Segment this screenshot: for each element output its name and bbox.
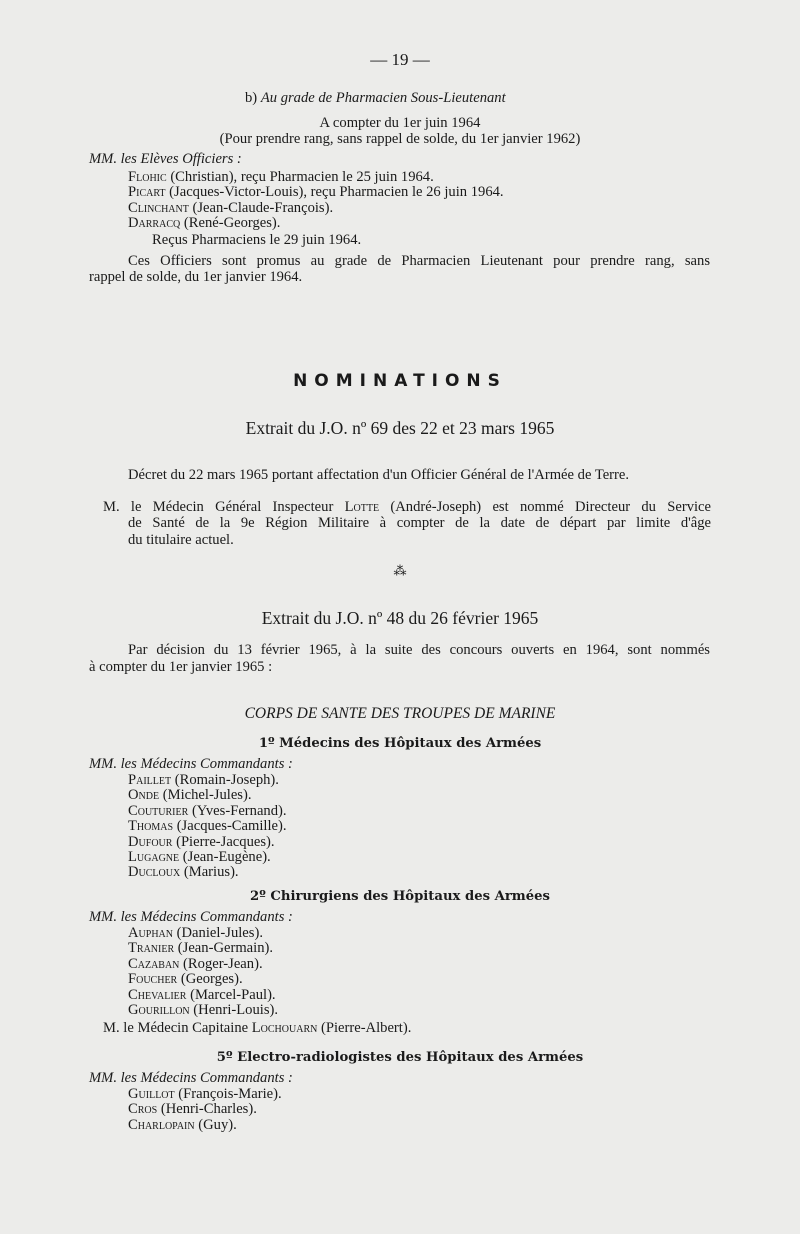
entry-details: (Romain-Joseph). [171, 772, 279, 788]
extrait1-line1 [103, 500, 711, 515]
entry-surname: Onde [128, 787, 160, 804]
extra-officer-line [103, 1021, 411, 1036]
section-heading: 5º Electro-radiologistes des Hôpitaux des Armées [216, 1050, 584, 1065]
entry-surname: Darracq [128, 215, 181, 232]
name-entry [128, 926, 278, 941]
name-entry [128, 216, 504, 231]
extrait2-decision-line1: Par décision du 13 février 1965, à la suite des concours ouverts en 1964, sont nommés [128, 642, 710, 658]
m-label: M. [103, 499, 120, 515]
entry-surname: Guillot [128, 1086, 175, 1102]
name-entry [128, 957, 278, 972]
nominations-title: NOMINATIONS [293, 371, 507, 391]
group-label: les Médecins Commandants : [120, 1070, 293, 1086]
officer-name: Lochouarn [251, 1020, 321, 1037]
name-entry [128, 1118, 282, 1133]
entry-surname: Flohic [128, 169, 167, 185]
name-entry [128, 941, 278, 956]
separator-asterism: ⁂ [393, 563, 407, 578]
section-b-group [89, 152, 242, 167]
section-heading: 1º Médecins des Hôpitaux des Armées [258, 736, 542, 751]
extrait1-title: Extrait du J.O. nº 69 des 22 et 23 mars 1965 [245, 418, 555, 438]
entry-details: (Henri-Charles). [157, 1101, 257, 1118]
extrait2-title: Extrait du J.O. nº 48 du 26 février 1965 [261, 608, 539, 628]
entry-surname: Gourillon [128, 1002, 190, 1019]
extrait1-line1-a: le Médecin Général Inspecteur [130, 499, 334, 515]
extrait1-decree: Décret du 22 mars 1965 portant affectation d'un Officier Général de l'Armée de Terre. [128, 467, 630, 483]
entry-surname: Thomas [128, 818, 174, 835]
section-b-date-line: A compter du 1er juin 1964 [319, 115, 481, 131]
name-entry [128, 773, 287, 788]
officer-name: Lotte [344, 499, 380, 515]
entry-details: (Jean-Germain). [174, 940, 274, 957]
name-entry [128, 1102, 282, 1117]
group-label: les Médecins Commandants : [120, 909, 293, 925]
entry-surname: Charlopain [128, 1116, 195, 1133]
extrait1-line3: du titulaire actuel. [128, 531, 234, 548]
page-number: — 19 — [370, 50, 430, 69]
name-entry [128, 865, 287, 880]
entry-details: (Roger-Jean). [179, 955, 263, 972]
entry-surname: Lugagne [128, 849, 180, 866]
name-entry [128, 972, 278, 987]
entry-surname: Dufour [128, 833, 173, 850]
name-entry [128, 804, 287, 819]
entry-surname: Paillet [128, 772, 172, 788]
entry-details: (Marcel-Paul). [186, 986, 276, 1003]
section-entries [128, 926, 278, 1018]
section-b-heading [245, 91, 506, 106]
entry-details: (Michel-Jules). [159, 787, 252, 804]
entry-details: (Pierre-Jacques). [172, 833, 275, 850]
entry-details: (Marius). [180, 864, 239, 881]
recus-line: Reçus Pharmaciens le 29 juin 1964. [152, 232, 362, 248]
section-b-entries [128, 170, 504, 232]
entry-details: (Jacques-Victor-Louis), reçu Pharmacien le 26 juin 1964. [165, 184, 504, 201]
extra-details: (Pierre-Albert). [320, 1020, 412, 1037]
mm-label: MM. [89, 1070, 121, 1086]
entry-details: (Henri-Louis). [189, 1002, 279, 1019]
entry-surname: Chevalier [128, 986, 187, 1003]
mm-label: MM. [89, 909, 121, 925]
entry-details: (Jean-Claude-François). [188, 199, 334, 216]
entry-details: (Jean-Eugène). [179, 849, 271, 866]
name-entry [128, 819, 287, 834]
entry-surname: Clinchant [128, 199, 189, 216]
promo-line-2: rappel de solde, du 1er janvier 1964. [89, 269, 303, 285]
extrait1-line1-b: (André-Joseph) est nommé Directeur du Service [390, 499, 712, 515]
section-entries [128, 1087, 282, 1133]
entry-details: (Yves-Fernand). [188, 802, 287, 819]
group-label: les Elèves Officiers : [120, 151, 242, 167]
entry-surname: Auphan [128, 925, 173, 941]
name-entry [128, 1087, 282, 1102]
entry-surname: Foucher [128, 971, 178, 988]
section-b-label: b) [245, 90, 258, 106]
mm-label: MM. [89, 756, 121, 772]
group-label: les Médecins Commandants : [120, 756, 293, 772]
entry-surname: Ducloux [128, 864, 181, 881]
section-group-label [89, 1071, 293, 1086]
name-entry [128, 788, 287, 803]
corps-title: CORPS DE SANTE DES TROUPES DE MARINE [244, 705, 556, 722]
name-entry [128, 850, 287, 865]
entry-details: (Jacques-Camille). [173, 818, 287, 835]
entry-surname: Couturier [128, 802, 189, 819]
entry-surname: Tranier [128, 940, 175, 957]
name-entry [128, 201, 504, 216]
name-entry [128, 170, 504, 185]
extrait1-paragraph [103, 500, 711, 548]
promo-line-1: Ces Officiers sont promus au grade de Pharmacien Lieutenant pour prendre rang, sans [128, 253, 710, 269]
entry-details: (Christian), reçu Pharmacien le 25 juin 1964. [166, 169, 434, 185]
section-heading: 2º Chirurgiens des Hôpitaux des Armées [250, 889, 550, 904]
entry-surname: Cros [128, 1101, 158, 1118]
entry-details: (Guy). [194, 1116, 237, 1133]
mm-label: MM. [89, 151, 117, 167]
extrait2-decision-line2: à compter du 1er janvier 1965 : [89, 659, 273, 675]
name-entry [128, 185, 504, 200]
section-b-title: Au grade de Pharmacien Sous-Lieutenant [260, 90, 506, 106]
section-entries [128, 773, 287, 881]
entry-details: (Daniel-Jules). [173, 925, 263, 941]
extra-rank: le Médecin Capitaine [123, 1020, 252, 1037]
entry-details: (Georges). [177, 971, 243, 988]
section-group-label [89, 757, 293, 772]
section-group-label [89, 910, 293, 925]
name-entry [128, 835, 287, 850]
entry-surname: Picart [128, 184, 166, 201]
entry-details: (René-Georges). [180, 215, 281, 232]
entry-surname: Cazaban [128, 955, 180, 972]
name-entry [128, 988, 278, 1003]
extrait1-line2: de Santé de la 9e Région Militaire à compter de la date de départ par limite d'âge [128, 515, 711, 532]
m-label: M. [103, 1020, 124, 1037]
name-entry [128, 1003, 278, 1018]
entry-details: (François-Marie). [174, 1086, 282, 1102]
section-b-note-line: (Pour prendre rang, sans rappel de solde, du 1er janvier 1962) [219, 131, 581, 147]
